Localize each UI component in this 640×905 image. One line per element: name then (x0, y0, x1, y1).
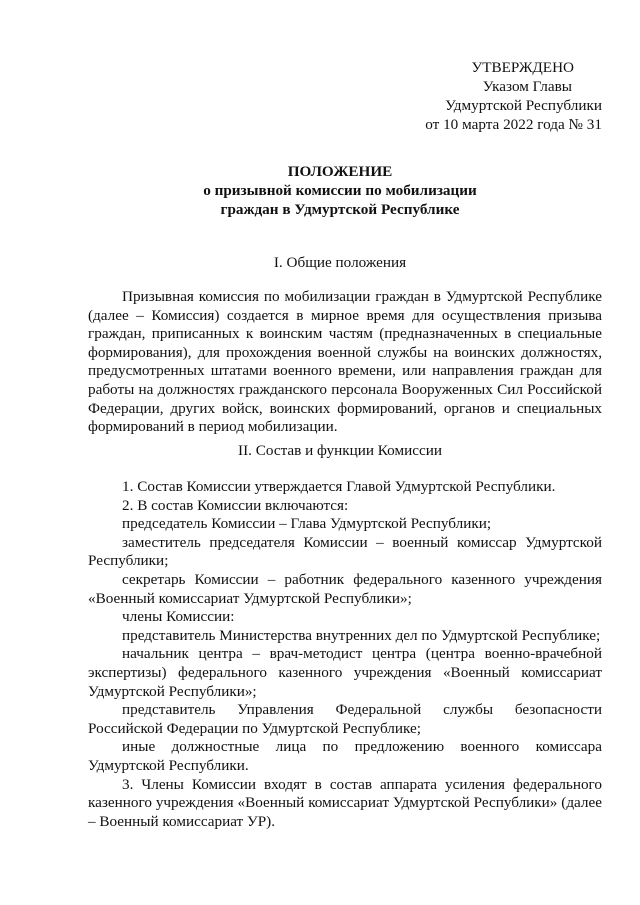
list-item: заместитель председателя Комиссии – военный комиссар Удмуртской Республики; (88, 533, 602, 570)
section-1-paragraph: Призывная комиссия по мобилизации граждан в Удмуртской Республике (далее – Комиссия) создается в мирное время для осуществления призыва граждан, приписанных к воинским частям (предназначенных в специальные формирования), для прохождения военной службы на воинских должностях, предусмотренных штатами военного времени, или направления граждан для работы на должностях гражданского персонала Вооруженных Сил Российской Федерации, других войск, воинских формирований, органов и специальных формирований в период мобилизации. (88, 288, 602, 436)
title-line-1: ПОЛОЖЕНИЕ (287, 163, 393, 180)
list-item: члены Комиссии: (122, 608, 235, 626)
list-item: 3. Члены Комиссии входят в состав аппарата усиления федерального казенного учреждения «Военный комиссариат Удмуртской Республики» (далее – Военный комиссариат УР). (88, 775, 602, 830)
approval-date: от 10 марта 2022 года № 31 (425, 116, 602, 133)
section-1-body (88, 288, 602, 437)
approval-republic: Удмуртской Республики (445, 97, 602, 114)
title-line-3: граждан в Удмуртской Республике (220, 201, 460, 218)
approval-decree: Указом Главы (482, 78, 572, 95)
section-2-body (88, 478, 602, 831)
list-item: представитель Министерства внутренних дел по Удмуртской Республике; (122, 626, 601, 644)
list-item: 1. Состав Комиссии утверждается Главой Удмуртской Республики. (122, 478, 556, 495)
list-item: представитель Управления Федеральной службы безопасности Российской Федерации по Удмуртской Республике; (88, 701, 602, 737)
approval-heading: УТВЕРЖДЕНО (471, 59, 574, 76)
approval-stamp (425, 58, 602, 134)
list-item: секретарь Комиссии – работник федерального казенного учреждения «Военный комиссариат Удмуртской Республики»; (88, 570, 602, 607)
list-item: 2. В состав Комиссии включаются: (122, 496, 349, 514)
document-title (88, 162, 592, 219)
list-item: иные должностные лица по предложению военного комиссара Удмуртской Республики. (88, 738, 602, 774)
title-line-2: о призывной комиссии по мобилизации (203, 182, 477, 199)
section-2-heading: II. Состав и функции Комиссии (238, 442, 442, 459)
section-1-heading: I. Общие положения (273, 254, 407, 271)
list-item: начальник центра – врач-методист центра (центра военно-врачебной экспертизы) федерального казенного учреждения «Военный комиссариат Удмуртской Республики»; (88, 645, 602, 700)
list-item: председатель Комиссии – Глава Удмуртской Республики; (122, 515, 492, 533)
